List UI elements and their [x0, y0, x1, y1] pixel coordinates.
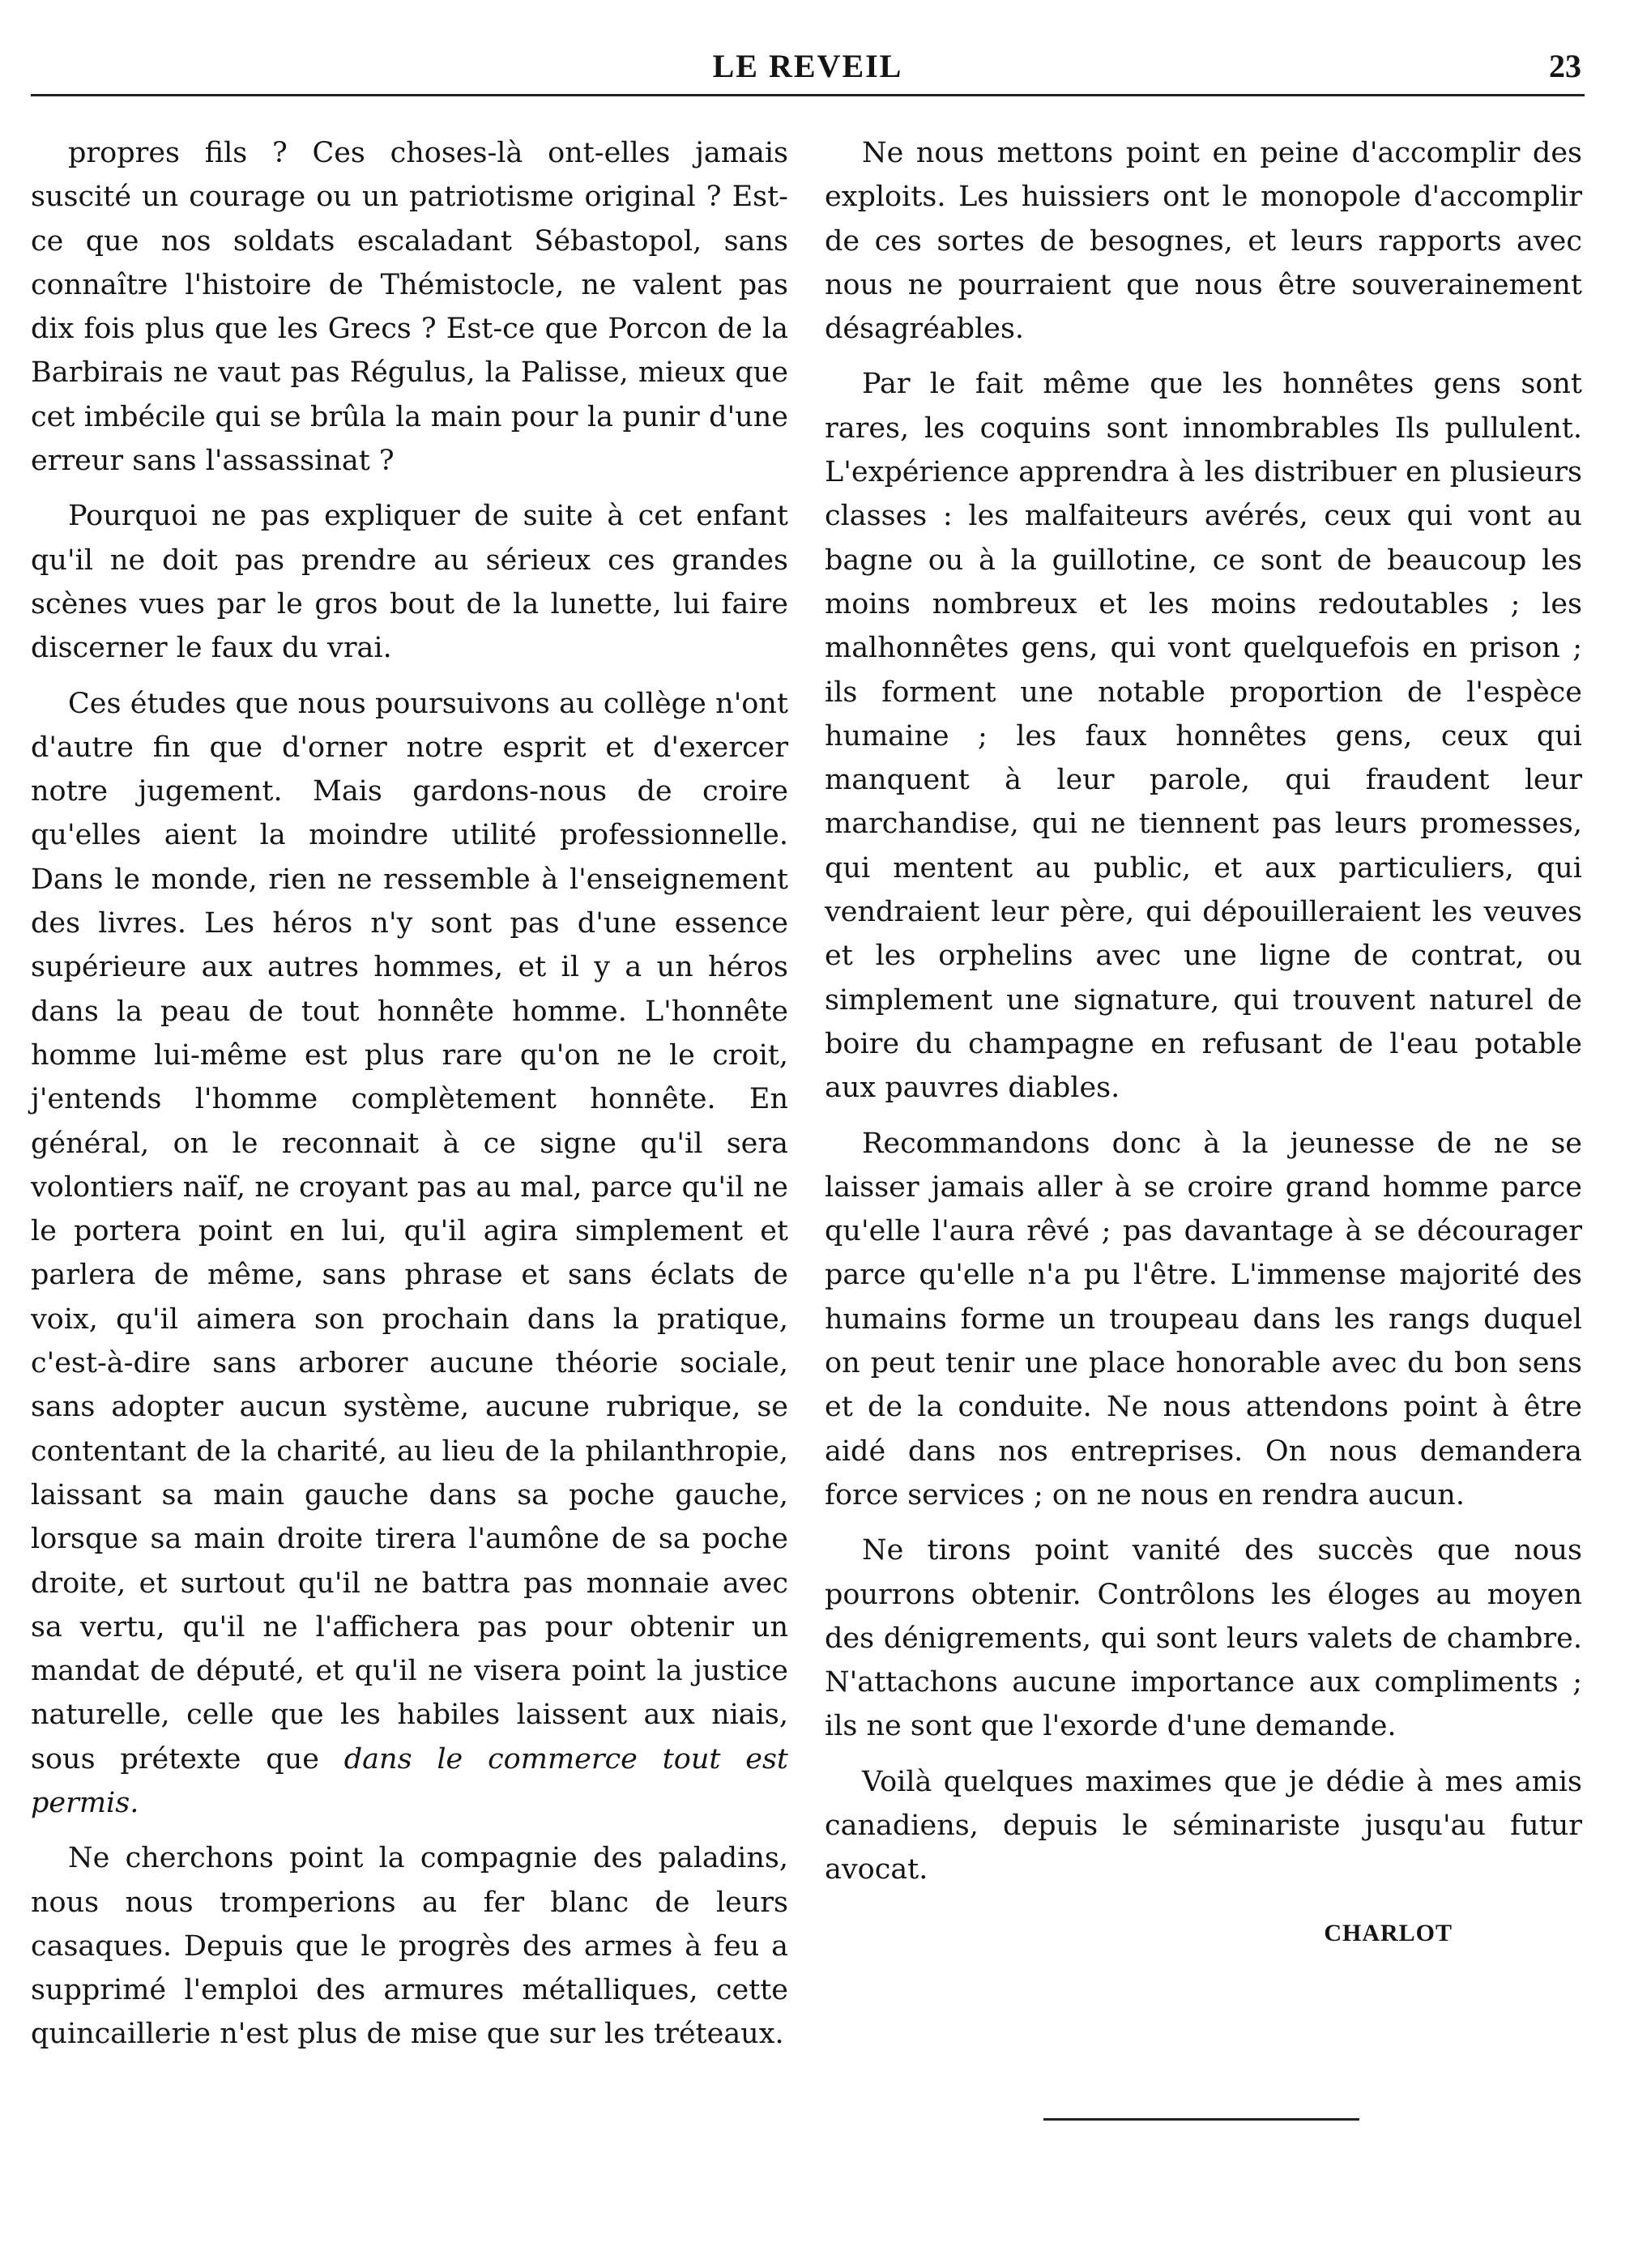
paragraph: Ne cherchons point la compagnie des paladins, nous nous tromperions au fer blanc de leurs casaques. Depuis que le progrès des armes à feu a supprimé l'emploi des armures métalliques, cette quincaillerie n'est plus de mise que sur les tréteaux. [31, 1842, 788, 2051]
italic-phrase: dans le commerce tout est permis. [31, 1742, 788, 1819]
paragraph: Voilà quelques maximes que je dédie à mes amis canadiens, depuis le séminariste jusqu'au futur avocat. [825, 1765, 1582, 1886]
paragraph: Par le fait même que les honnêtes gens sont rares, les coquins sont innombrables Ils pullulent. L'expérience apprendra à les distribuer en plusieurs classes : les malfaiteurs avérés, ceux qui vont au bagne ou à la guillotine, ce sont de beaucoup les moins nombreux et les moins redoutables ; les malhonnêtes gens, qui vont quelquefois en prison ; ils forment une notable proportion de l'espèce humaine ; les faux honnêtes gens, ceux qui manquent à leur parole, qui fraudent leur marchandise, qui ne tiennent pas leurs promesses, qui mentent au public, et aux particuliers, qui vendraient leur père, qui dépouilleraient les veuves et les orphelins avec une ligne de contrat, ou simplement une signature, qui trouvent naturel de boire du champagne en refusant de l'eau potable aux pauvres diables. [825, 368, 1582, 1105]
page-header [31, 47, 1585, 96]
end-rule-divider [1043, 2118, 1359, 2121]
paragraph [31, 682, 788, 1826]
paragraph: Pourquoi ne pas expliquer de suite à cet enfant qu'il ne doit pas prendre au sérieux ces grandes scènes vues par le gros bout de la lunette, lui faire discerner le faux du vrai. [31, 500, 788, 665]
paragraph: propres fils ? Ces choses-là ont-elles jamais suscité un courage ou un patriotisme original ? Est-ce que nos soldats escaladant Sébastopol, sans connaître l'histoire de Thémistocle, ne valent pas dix fois plus que les Grecs ? Est-ce que Porcon de la Barbirais ne vaut pas Régulus, la Palisse, mieux que cet imbécile qui se brûla la main pour la punir d'une erreur sans l'assassinat ? [31, 137, 788, 478]
paragraph: Ne tirons point vanité des succès que nous pourrons obtenir. Contrôlons les éloges au moyen des dénigrements, qui sont leurs valets de chambre. N'attachons aucune importance aux compliments ; ils ne sont que l'exorde d'une demande. [825, 1534, 1582, 1743]
paragraph: Ne nous mettons point en peine d'accomplir des exploits. Les huissiers ont le monopole d'accomplir de ces sortes de besognes, et leurs rapports avec nous ne pourraient que nous être souverainement désagréables. [825, 137, 1582, 346]
page-number: 23 [1549, 48, 1581, 84]
journal-title: LE REVEIL [712, 48, 903, 84]
right-column [825, 131, 1582, 1955]
author-signature: CHARLOT [1324, 1919, 1453, 1946]
paragraph: Recommandons donc à la jeunesse de ne se laisser jamais aller à se croire grand homme parce qu'elle l'aura rêvé ; pas davantage à se décourager parce qu'elle n'a pu l'être. L'immense majorité des humains forme un troupeau dans les rangs duquel on peut tenir une place honorable avec du bon sens et de la conduite. Ne nous attendons point à être aidé dans nos entreprises. On nous demandera force services ; on ne nous en rendra aucun. [825, 1127, 1582, 1511]
left-column [31, 131, 788, 2068]
paragraph-text: Ces études que nous poursuivons au collège n'ont d'autre fin que d'orner notre esprit et d'exercer notre jugement. Mais gardons-nous de croire qu'elles aient la moindre utilité professionnelle. Dans le monde, rien ne ressemble à l'enseignement des livres. Les héros n'y sont pas d'une essence supérieure aux autres hommes, et il y a un héros dans la peau de tout honnête homme. L'honnête homme lui-même est plus rare qu'on ne le croit, j'entends l'homme complètement honnête. En général, on le reconnait à ce signe qu'il sera volontiers naïf, ne croyant pas au mal, parce qu'il ne le portera point en lui, qu'il agira simplement et parlera de même, sans phrase et sans éclats de voix, qu'il aimera son prochain dans la pratique, c'est-à-dire sans arborer aucune théorie sociale, sans adopter aucun système, aucune rubrique, se contentant de la charité, au lieu de la philanthropie, laissant sa main gauche dans sa poche gauche, lorsque sa main droite tirera l'aumône de sa poche droite, et surtout qu'il ne battra pas monnaie avec sa vertu, qu'il ne l'affichera pas pour obtenir un mandat de député, et qu'il ne visera point la justice naturelle, celle que les habiles laissent aux niais, sous prétexte que [31, 687, 788, 1776]
